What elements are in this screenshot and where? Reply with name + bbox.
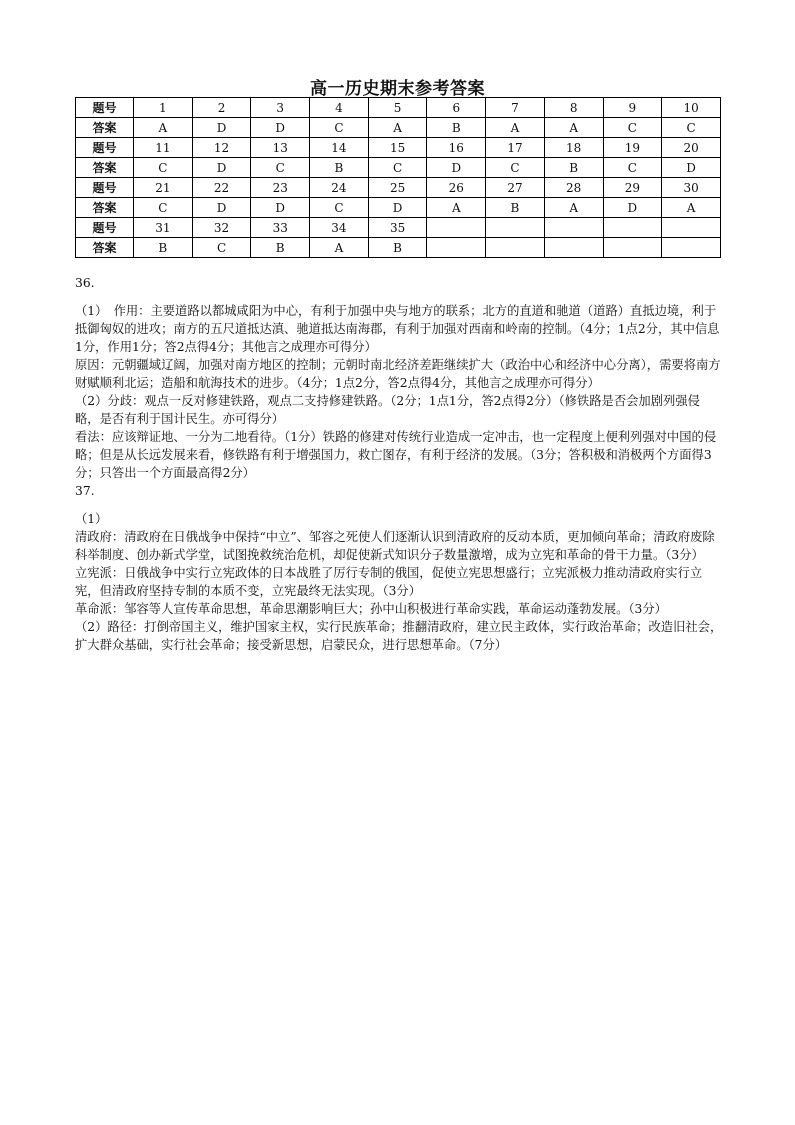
table-cell — [486, 218, 545, 238]
table-row — [76, 238, 721, 258]
answer-content — [75, 274, 723, 654]
table-cell: 26 — [427, 178, 486, 198]
row-header: 答案 — [76, 238, 134, 258]
table-cell: B — [134, 238, 193, 258]
table-cell: 21 — [134, 178, 193, 198]
table-cell: 28 — [544, 178, 603, 198]
table-cell: 7 — [486, 98, 545, 118]
table-cell: D — [192, 198, 251, 218]
q37-constitutionalists: 立宪派：日俄战争中实行立宪政体的日本战胜了厉行专制的俄国，促使立宪思想盛行；立宪派极力推动清政府实行立宪，但清政府坚持专制的本质不变，立宪最终无法实现。（3分） — [75, 566, 703, 598]
table-row — [76, 138, 721, 158]
table-row — [76, 158, 721, 178]
table-cell: C — [134, 198, 193, 218]
table-cell: 31 — [134, 218, 193, 238]
table-cell: 27 — [486, 178, 545, 198]
table-cell: C — [603, 158, 662, 178]
table-cell: C — [310, 118, 369, 138]
table-cell: 1 — [134, 98, 193, 118]
table-cell: C — [192, 238, 251, 258]
table-cell: 10 — [662, 98, 721, 118]
table-cell — [427, 218, 486, 238]
row-header: 题号 — [76, 218, 134, 238]
q36-part2-divergence: （2）分歧：观点一反对修建铁路，观点二支持修建铁路。（2分；1点1分，答2点得2分）（修铁路是否会加剧列强侵略，是否有利于国计民生。亦可得分） — [75, 394, 700, 426]
table-cell: C — [662, 118, 721, 138]
table-cell: A — [662, 198, 721, 218]
table-cell: D — [603, 198, 662, 218]
table-cell: 29 — [603, 178, 662, 198]
table-cell: 16 — [427, 138, 486, 158]
table-cell: A — [486, 118, 545, 138]
table-cell: 9 — [603, 98, 662, 118]
table-cell — [603, 238, 662, 258]
q37-number: 37. — [75, 484, 95, 498]
table-cell: 6 — [427, 98, 486, 118]
table-cell: 15 — [368, 138, 427, 158]
table-cell: 13 — [251, 138, 310, 158]
table-cell: B — [486, 198, 545, 218]
row-header: 答案 — [76, 118, 134, 138]
q36-part2-view: 看法：应该辩证地、一分为二地看待。（1分）铁路的修建对传统行业造成一定冲击，也一定程度上便利列强对中国的侵略；但是从长远发展来看，修铁路有利于增强国力，救亡图存，有利于经济的发展。（3分；答积极和消极两个方面得3分；只答出一个方面最高得2分） — [75, 430, 717, 480]
q36-part1-effect: （1） 作用：主要道路以都城咸阳为中心，有利于加强中央与地方的联系；北方的直道和驰道（道路）直抵边境，利于抵御匈奴的进攻；南方的五尺道抵达滇、驰道抵达南海郡，有利于加强对西南和岭南的控制。（4分；1点2分，其中信息1分，作用1分；答2点得4分；其他言之成理亦可得分） — [75, 304, 720, 354]
table-cell: 20 — [662, 138, 721, 158]
table-cell — [662, 218, 721, 238]
table-cell: 12 — [192, 138, 251, 158]
table-cell: B — [251, 238, 310, 258]
table-cell: 4 — [310, 98, 369, 118]
table-cell: A — [544, 118, 603, 138]
table-cell — [603, 218, 662, 238]
table-cell: 25 — [368, 178, 427, 198]
row-header: 答案 — [76, 158, 134, 178]
table-cell: D — [427, 158, 486, 178]
table-cell: 3 — [251, 98, 310, 118]
table-cell: A — [310, 238, 369, 258]
table-cell: 22 — [192, 178, 251, 198]
page-title: 高一历史期末参考答案 — [310, 79, 485, 99]
table-cell: 24 — [310, 178, 369, 198]
table-cell: 11 — [134, 138, 193, 158]
table-cell: 18 — [544, 138, 603, 158]
answer-table — [75, 97, 721, 258]
table-cell: B — [368, 238, 427, 258]
table-cell — [427, 238, 486, 258]
row-header: 题号 — [76, 138, 134, 158]
table-cell: 35 — [368, 218, 427, 238]
table-cell — [544, 238, 603, 258]
table-row — [76, 118, 721, 138]
row-header: 题号 — [76, 98, 134, 118]
table-cell: D — [368, 198, 427, 218]
table-cell: 2 — [192, 98, 251, 118]
table-cell: 30 — [662, 178, 721, 198]
table-cell: C — [368, 158, 427, 178]
table-cell — [544, 218, 603, 238]
table-cell: C — [251, 158, 310, 178]
table-cell: B — [427, 118, 486, 138]
table-cell: D — [251, 118, 310, 138]
table-cell: D — [662, 158, 721, 178]
table-cell: A — [368, 118, 427, 138]
table-cell: C — [310, 198, 369, 218]
table-cell: 5 — [368, 98, 427, 118]
table-cell: D — [251, 198, 310, 218]
table-cell: D — [192, 158, 251, 178]
table-cell: 32 — [192, 218, 251, 238]
table-cell: 19 — [603, 138, 662, 158]
table-cell — [486, 238, 545, 258]
q37-part1-label: （1） — [75, 512, 108, 526]
table-cell: B — [544, 158, 603, 178]
table-row — [76, 178, 721, 198]
table-cell — [662, 238, 721, 258]
table-cell: 17 — [486, 138, 545, 158]
q37-part2-path: （2）路径：打倒帝国主义，维护国家主权，实行民族革命；推翻清政府，建立民主政体，实行政治革命；改造旧社会，扩大群众基础，实行社会革命；接受新思想，启蒙民众，进行思想革命。（7分） — [75, 620, 723, 652]
table-cell: C — [486, 158, 545, 178]
q37-qing-government: 清政府：清政府在日俄战争中保持“中立”、邹容之死使人们逐渐认识到清政府的反动本质，更加倾向革命；清政府废除科举制度、创办新式学堂，试图挽救统治危机，却促使新式知识分子数量激增，成为立宪和革命的骨干力量。（3分） — [75, 530, 715, 562]
table-cell: 23 — [251, 178, 310, 198]
q37-revolutionaries: 革命派：邹容等人宣传革命思想，革命思潮影响巨大；孙中山积极进行革命实践，革命运动蓬勃发展。（3分） — [75, 602, 667, 616]
table-cell: 14 — [310, 138, 369, 158]
table-row — [76, 98, 721, 118]
table-row — [76, 218, 721, 238]
q36-number: 36. — [75, 276, 95, 290]
row-header: 题号 — [76, 178, 134, 198]
table-cell: B — [310, 158, 369, 178]
table-cell: A — [134, 118, 193, 138]
table-cell: A — [544, 198, 603, 218]
table-cell: 8 — [544, 98, 603, 118]
table-cell: A — [427, 198, 486, 218]
row-header: 答案 — [76, 198, 134, 218]
table-cell: 34 — [310, 218, 369, 238]
table-cell: C — [603, 118, 662, 138]
q36-part1-reason: 原因：元朝疆域辽阔，加强对南方地区的控制；元朝时南北经济差距继续扩大（政治中心和经济中心分离），需要将南方财赋顺利北运；造船和航海技术的进步。（4分；1点2分，答2点得4分，其他言之成理亦可得分） — [75, 358, 721, 390]
table-cell: D — [192, 118, 251, 138]
table-cell: C — [134, 158, 193, 178]
table-cell: 33 — [251, 218, 310, 238]
table-row — [76, 198, 721, 218]
